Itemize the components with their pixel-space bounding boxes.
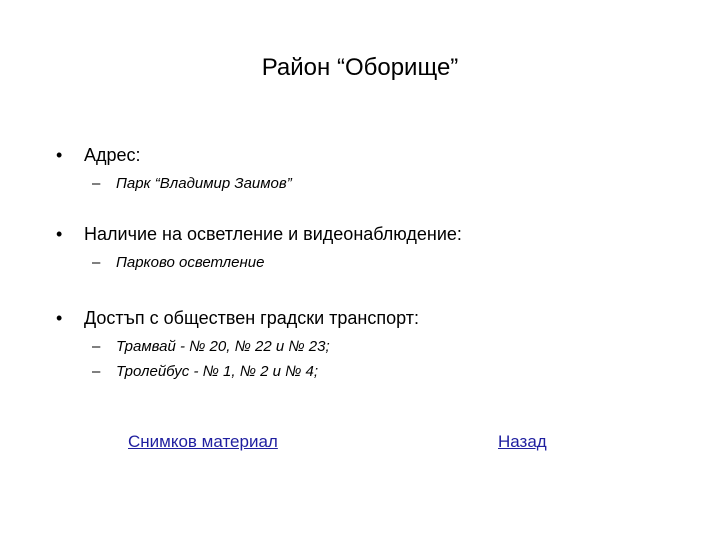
- dash-glyph: –: [92, 363, 101, 380]
- photos-link[interactable]: Снимков материал: [128, 432, 278, 451]
- bullet-label: Достъп с обществен градски транспорт:: [84, 308, 419, 328]
- sub-item-text: Парк “Владимир Заимов”: [116, 175, 292, 192]
- sub-item: [92, 362, 318, 382]
- bullet-transport: [56, 306, 419, 330]
- bullet-label: Наличие на осветление и видеонаблюдение:: [84, 224, 462, 244]
- bullet-glyph: •: [56, 145, 63, 165]
- dash-glyph: –: [92, 175, 101, 192]
- sub-item-text: Парково осветление: [116, 254, 265, 271]
- page-title: Район “Оборище”: [261, 54, 459, 81]
- sub-item: [92, 337, 330, 357]
- dash-glyph: –: [92, 254, 101, 271]
- dash-glyph: –: [92, 338, 101, 355]
- bullet-label: Адрес:: [84, 145, 141, 165]
- bullet-address: [56, 143, 141, 167]
- bullet-glyph: •: [56, 224, 63, 244]
- sub-item-text: Трамвай - № 20, № 22 и № 23;: [116, 338, 330, 355]
- sub-item: [92, 174, 292, 194]
- bullet-glyph: •: [56, 308, 63, 328]
- bullet-lighting: [56, 222, 462, 246]
- sub-item: [92, 253, 264, 273]
- back-link[interactable]: Назад: [498, 432, 547, 451]
- sub-item-text: Тролейбус - № 1, № 2 и № 4;: [116, 363, 319, 380]
